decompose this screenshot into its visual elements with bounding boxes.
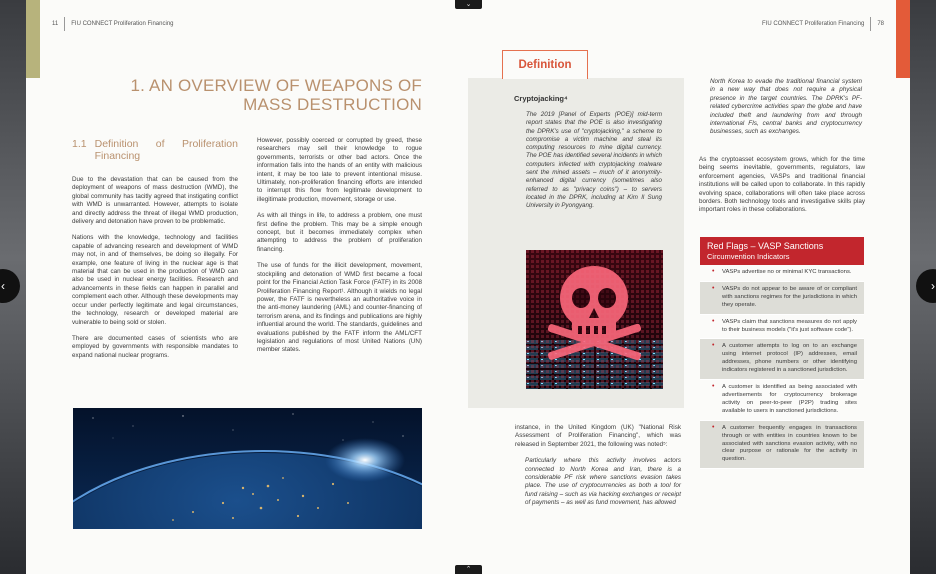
bullet-icon: • [712, 383, 715, 391]
paragraph: As with all things in life, to address a problem, one must first define the problem. This may be a simple enough concept, but it becomes immediately complex when attempting to address the problem of proliferation financing. [257, 212, 422, 253]
paragraph: However, possibly coerced or corrupted by greed, these researchers may sell their knowledge to rogue governments, terrorists or other bad actors. Once the information falls into the hands of an entity with malicious intent, it may be too late to prevent intentional misuse. Ultimately, non-proliferation financing efforts are intended to interrupt this flow from legitimate development to illegitimate production, movement, storage or use. [257, 137, 422, 203]
skull-illustration [526, 250, 663, 389]
chevron-right-icon: › [931, 279, 935, 293]
paragraph: There are documented cases of scientists who are employed by governments with responsible mandates to expand national nuclear programs. [72, 334, 238, 359]
red-flags-subtitle: Circumvention Indicators [707, 252, 790, 261]
definition-box [468, 78, 684, 408]
left-page [26, 0, 468, 574]
definition-text: The 2019 [Panel of Experts (POE)] mid-term report states that the POE is also investigating the DPRK's use of "cryptojacking," a scheme to compromise a victim machine and steal its computing resources to mine digital currency. The POE has identified several incidents in which computers infected with cryptojacking malware sent the mined assets – much of it anonymity-enhanced digital currency (sometimes also referred to as "privacy coins") – to servers located in the DPRK, including at Kim Il Sung University in Pyongyang. [526, 111, 662, 210]
running-head-divider [870, 17, 871, 31]
right-page-number: 78 [877, 21, 884, 27]
section-number: 1.1 [72, 138, 87, 150]
chapter-title: 1. AN OVERVIEW OF WEAPONS OF MASS DESTRUCTION [130, 76, 422, 114]
top-toolbar-toggle[interactable] [455, 0, 482, 9]
left-running-head [52, 17, 174, 31]
red-flag-item: • A customer is identified as being associated with advertisements for cryptocurrency brokerage activity on peer-to-peer (P2P) trading sites available to users in sanctioned jurisdictions. [700, 380, 864, 421]
right-column-2-quote: North Korea to evade the traditional financial system in a new way that does not require a physical presence in the target countries. The DPRK's PF-related cybercrime activities span the globe and have included theft and laundering from and through international FIs, central banks and cryptocurrency businesses, such as exchanges. [710, 78, 862, 136]
definition-tab: Definition [502, 50, 588, 79]
bullet-icon: • [712, 268, 715, 275]
red-flag-item: • VASPs do not appear to be aware of or compliant with sanctions regimes for the jurisdictions in which they operate. [700, 282, 864, 315]
left-page-accent-bar [26, 0, 40, 78]
earth-illustration [73, 408, 422, 529]
red-flag-item: • A customer attempts to log on to an exchange using internet protocol (IP) addresses, email addresses, phone numbers or other identifying indicators registered in a sanctioned jurisdiction. [700, 339, 864, 380]
right-running-head [762, 17, 884, 31]
left-running-title: FIU CONNECT Proliferation Financing [71, 21, 174, 27]
bullet-icon: • [712, 317, 715, 325]
left-page-number: 11 [52, 21, 59, 27]
section-heading [72, 138, 238, 162]
red-flag-item: • VASPs advertise no or minimal KYC transactions. [700, 265, 864, 282]
chevron-left-icon: ‹ [1, 279, 5, 293]
bullet-icon: • [712, 284, 715, 292]
section-title: Definition of Proliferation Financing [94, 138, 238, 162]
chevron-down-icon: ⌄ [465, 1, 472, 8]
red-flags-header [700, 237, 864, 265]
right-page [465, 0, 910, 574]
bullet-icon: • [712, 423, 715, 431]
right-page-accent-bar [896, 0, 910, 78]
quote-paragraph: Particularly where this activity involves actors connected to North Korea and Iran, there is a considerable PF risk where sanctions evasion takes place. The use of cryptocurrencies as both a tool for fund raising – such as via hacking exchanges or receipt of payments – as well as fund movement, has allowed [525, 457, 681, 507]
running-head-divider [64, 17, 65, 31]
paragraph: instance, in the United Kingdom (UK) "National Risk Assessment of Proliferation Financing", which was released in September 2021, the following was noted⁵: [515, 424, 681, 448]
red-flag-item: • VASPs claim that sanctions measures do not apply to their business models ("it's just software code"). [700, 315, 864, 340]
definition-term: Cryptojacking⁴ [514, 94, 568, 103]
red-flag-item: • A customer frequently engages in transactions through or with entities in countries known to be associated with sanctions evasion activity, with no clear purpose or rationale for the activity in question. [700, 421, 864, 470]
skull-code-image [526, 250, 663, 389]
bottom-toolbar-toggle[interactable] [455, 565, 482, 574]
earth-from-space-image [73, 408, 422, 529]
red-flags-box [700, 237, 864, 469]
right-column-2-text: As the cryptoasset ecosystem grows, which for the time being seems inevitable, governments, regulators, law enforcement agencies, VASPs and traditional financial institutions will be called upon to collaborate. In this rapidly evolving space, collaborations will often take place across borders. Both technology tools and investigative skills play important roles in these collaborations. [699, 156, 865, 214]
paragraph: Nations with the knowledge, technology and facilities capable of advancing research and development of WMD may not, in and of themselves, be doing so illegally. For example, one feature of living in the nuclear age is that material that can be used in the production of WMD can also be used in nuclear energy facilities. Research and advancements in these fields can happen in parallel and complement each other. Although these developments may occur under perfectly legitimate and legal circumstances, the technology, research or developed material are vulnerable to being sold or stolen. [72, 234, 238, 326]
left-column-1 [72, 138, 238, 368]
left-column-2 [257, 137, 422, 363]
paragraph: The use of funds for the illicit development, movement, stockpiling and detonation of WMD first became a focal point for the Financial Action Task Force (FATF) in its 2008 Proliferation Financing Report¹. Although it wields no legal power, the FATF is nevertheless an authoritative voice in the anti-money laundering (AML) and counter-financing of terrorism arena, and its findings and publications are highly influential around the world. The standards, guidelines and evaluations published by the FATF inform the AML/CFT legislation and regulations of most United Nations (UN) member states. [257, 262, 422, 354]
paragraph: Due to the devastation that can be caused from the deployment of weapons of mass destruction (WMD), the global community has tacitly agreed that instigating conflict with WMD is unwarranted. However, attempts to isolate and directly address the threat of illegal WMD production, delivery and detonation have proven to be problematic. [72, 176, 238, 226]
bullet-icon: • [712, 342, 715, 350]
right-column-1-text [515, 424, 681, 516]
chevron-up-icon: ⌃ [465, 566, 472, 573]
right-running-title: FIU CONNECT Proliferation Financing [762, 21, 865, 27]
red-flags-title: Red Flags – VASP Sanctions [707, 241, 824, 251]
